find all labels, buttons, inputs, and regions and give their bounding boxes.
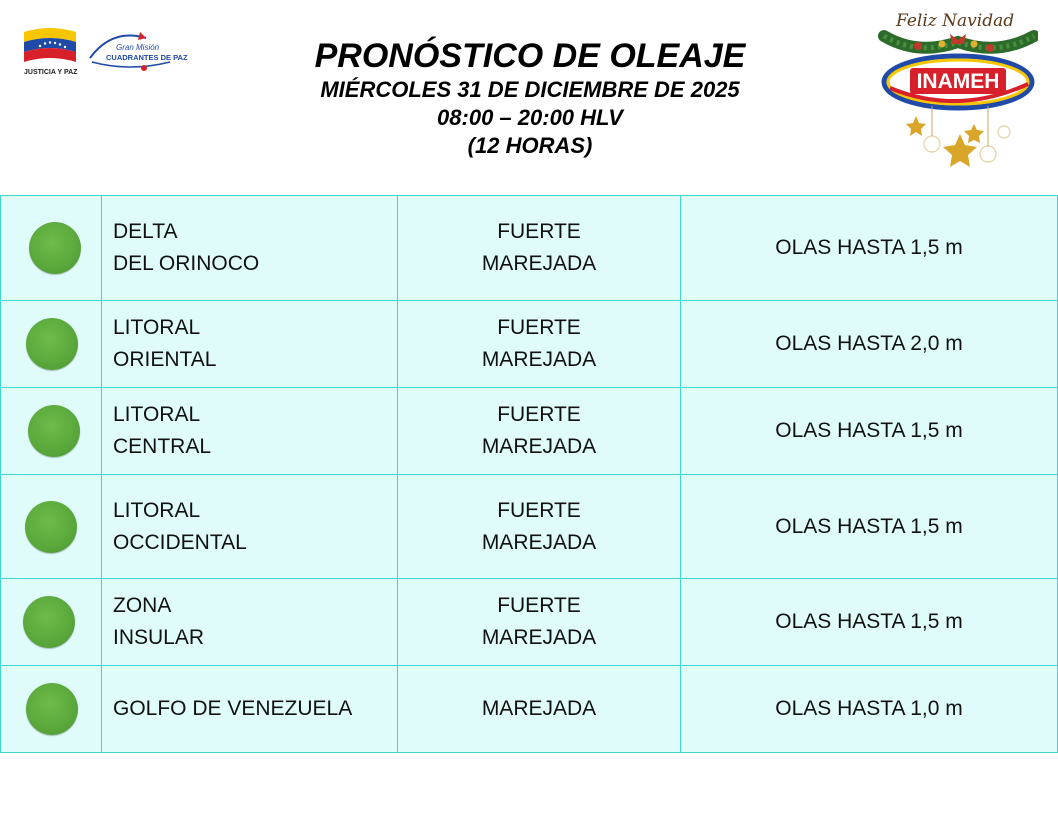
sea-state-line2: MAREJADA	[481, 626, 597, 649]
green-status-dot-icon	[26, 683, 78, 735]
table-row	[1, 388, 1058, 475]
status-dot-cell	[1, 579, 102, 666]
zone-name-line2: DEL ORINOCO	[113, 252, 260, 275]
zone-cell	[102, 666, 398, 753]
zone-name-line1: LITORAL	[113, 498, 201, 522]
christmas-decoration-icon	[878, 6, 1038, 172]
forecast-table	[0, 195, 1058, 753]
forecast-time-range: 08:00 – 20:00 HLV	[437, 105, 623, 130]
zone-cell	[102, 301, 398, 388]
table-row	[1, 301, 1058, 388]
table-row	[1, 579, 1058, 666]
sea-state-line1: FUERTE	[497, 316, 581, 339]
sea-state-cell	[398, 475, 681, 579]
forecast-duration: (12 HORAS)	[467, 133, 593, 158]
sea-state-cell	[398, 388, 681, 475]
zone-cell	[102, 196, 398, 301]
wave-height-cell: OLAS HASTA 1,5 m	[681, 579, 1058, 666]
justice-peace-flag-logo	[20, 24, 200, 84]
sea-state-line1: FUERTE	[497, 594, 581, 617]
sea-state-cell	[398, 666, 681, 753]
sea-state-line2: MAREJADA	[481, 530, 597, 554]
zone-name-line2: ORIENTAL	[113, 348, 217, 371]
zone-name-line1: LITORAL	[113, 403, 201, 426]
sea-state-line1: FUERTE	[497, 220, 581, 243]
table-row	[1, 196, 1058, 301]
wave-height-cell: OLAS HASTA 1,5 m	[681, 388, 1058, 475]
mission-top-label: Gran Misión	[116, 43, 160, 52]
sea-state-line2: MAREJADA	[481, 348, 597, 371]
sea-state-cell	[398, 301, 681, 388]
zone-cell	[102, 475, 398, 579]
status-dot-cell	[1, 666, 102, 753]
zone-name-line2: CENTRAL	[113, 435, 212, 458]
green-status-dot-icon	[26, 318, 78, 370]
green-status-dot-icon	[23, 596, 75, 648]
page-title: PRONÓSTICO DE OLEAJE	[314, 37, 746, 75]
zone-cell	[102, 388, 398, 475]
sea-state-line1: FUERTE	[497, 498, 581, 522]
wave-height-cell: OLAS HASTA 1,5 m	[681, 475, 1058, 579]
green-status-dot-icon	[28, 405, 80, 457]
header-logos-left	[20, 24, 200, 84]
zone-name-line2: OCCIDENTAL	[113, 530, 247, 554]
wave-height-cell: OLAS HASTA 1,0 m	[681, 666, 1058, 753]
sea-state-line1: MAREJADA	[481, 697, 597, 720]
zone-cell	[102, 579, 398, 666]
green-status-dot-icon	[29, 222, 81, 274]
status-dot-cell	[1, 301, 102, 388]
green-status-dot-icon	[25, 501, 77, 553]
sea-state-cell	[398, 579, 681, 666]
wave-height-cell: OLAS HASTA 2,0 m	[681, 301, 1058, 388]
zone-name-line1: GOLFO DE VENEZUELA	[113, 697, 353, 720]
wave-height-cell: OLAS HASTA 1,5 m	[681, 196, 1058, 301]
mission-name-label: CUADRANTES DE PAZ	[106, 53, 188, 62]
forecast-date: MIÉRCOLES 31 DE DICIEMBRE DE 2025	[320, 77, 740, 102]
zone-name-line1: DELTA	[113, 220, 178, 243]
greeting-label: Feliz Navidad	[896, 11, 1015, 31]
sea-state-cell	[398, 196, 681, 301]
status-dot-cell	[1, 388, 102, 475]
sea-state-line1: FUERTE	[497, 403, 581, 426]
table-row	[1, 475, 1058, 579]
justice-label: JUSTICIA Y PAZ	[24, 69, 78, 76]
status-dot-cell	[1, 475, 102, 579]
title-block	[240, 36, 820, 160]
inameh-label: INAMEH	[916, 70, 1000, 93]
sea-state-line2: MAREJADA	[481, 252, 597, 275]
zone-name-line1: LITORAL	[113, 316, 201, 339]
status-dot-cell	[1, 196, 102, 301]
zone-name-line1: ZONA	[113, 594, 172, 617]
table-row	[1, 666, 1058, 753]
sea-state-line2: MAREJADA	[481, 435, 597, 458]
zone-name-line2: INSULAR	[113, 626, 205, 649]
inameh-christmas-logo	[878, 6, 1038, 172]
